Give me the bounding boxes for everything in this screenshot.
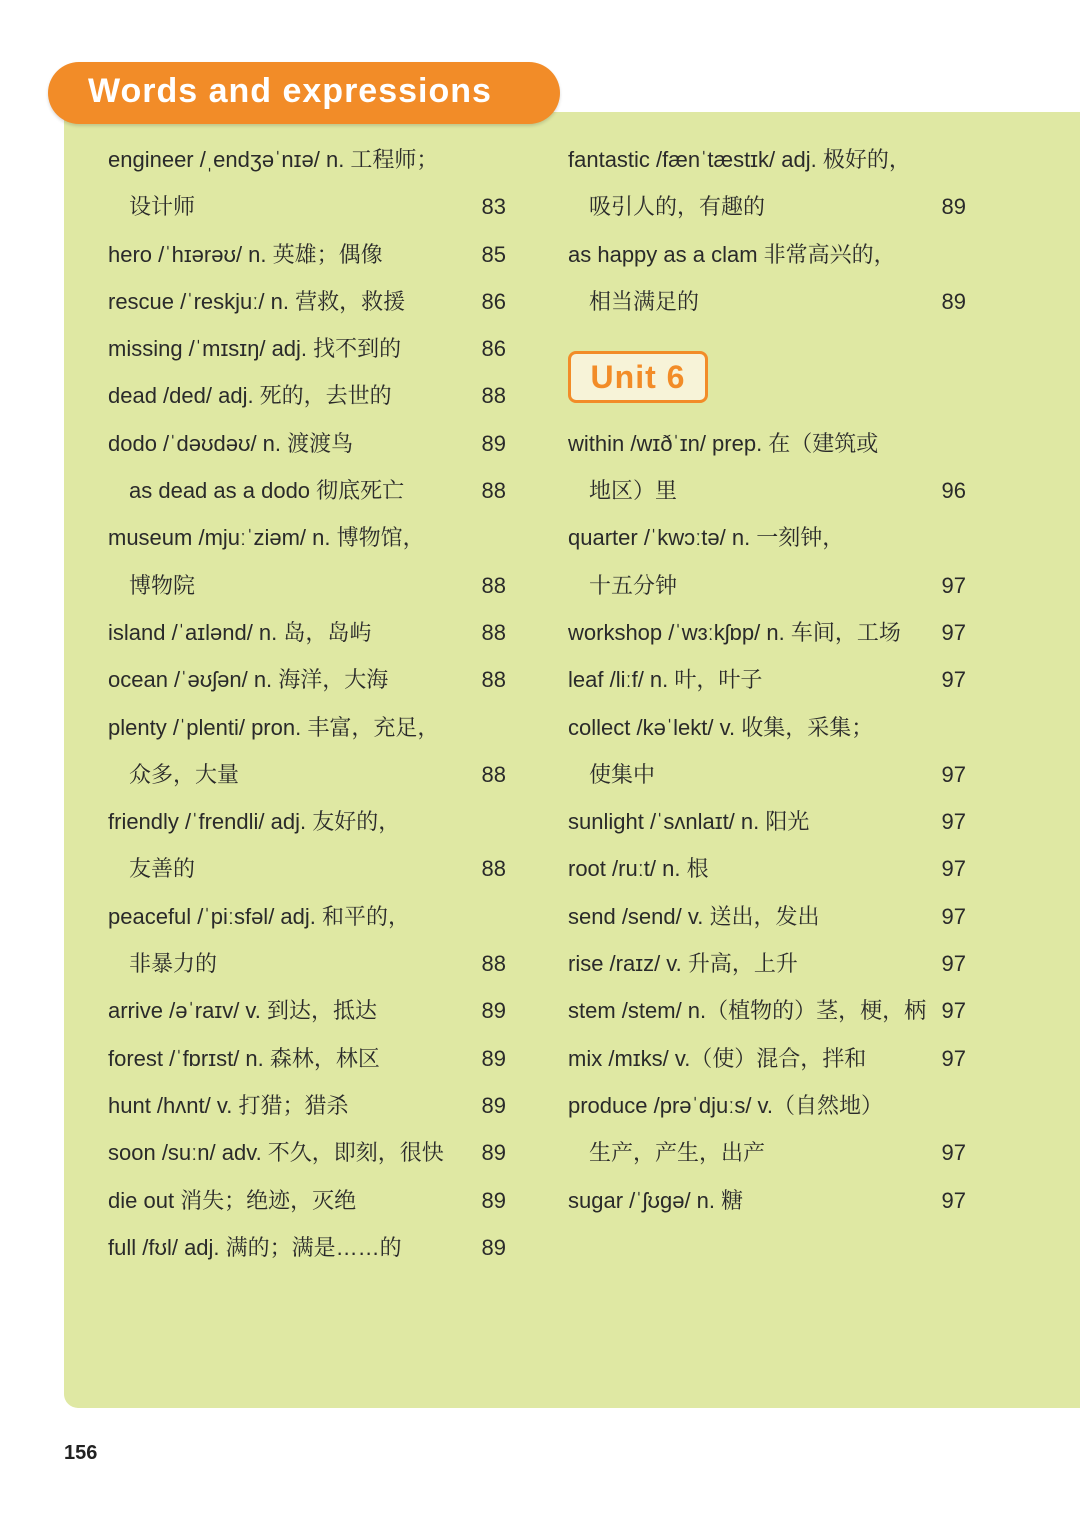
vocab-entry — [568, 465, 968, 512]
entry-text: send /send/ v. 送出，发出 — [568, 903, 820, 929]
vocab-entry — [568, 796, 968, 843]
entry-page-number: 89 — [481, 430, 506, 456]
vocab-entry — [108, 512, 508, 559]
entry-text: rise /raɪz/ v. 升高，上升 — [568, 951, 798, 977]
entry-page-number: 89 — [941, 288, 966, 314]
entry-text: 地区）里 — [589, 478, 678, 504]
vocab-entry — [108, 465, 508, 512]
vocab-entry — [568, 418, 968, 465]
vocab-entry — [568, 560, 968, 607]
vocab-entry — [568, 891, 968, 938]
entry-page-number: 97 — [941, 1187, 966, 1213]
vocab-entry — [108, 985, 508, 1032]
entry-text: full /fʊl/ adj. 满的；满是……的 — [108, 1234, 402, 1260]
vocab-entry — [108, 560, 508, 607]
entry-page-number: 97 — [941, 951, 966, 977]
vocab-entry — [108, 1127, 508, 1174]
entry-text: 友善的 — [129, 856, 196, 882]
entry-text: collect /kəˈlekt/ v. 收集，采集； — [568, 714, 874, 740]
entry-page-number: 85 — [481, 241, 506, 267]
vocab-entry — [568, 702, 968, 749]
vocab-entry — [568, 654, 968, 701]
entry-text: arrive /əˈraɪv/ v. 到达，抵达 — [108, 998, 378, 1024]
vocab-entry — [568, 1080, 968, 1127]
entry-page-number: 86 — [481, 288, 506, 314]
entry-text: mix /mɪks/ v.（使）混合，拌和 — [568, 1045, 867, 1071]
entry-text: soon /suːn/ adv. 不久，即刻，很快 — [108, 1140, 444, 1166]
entry-text: as happy as a clam 非常高兴的， — [568, 241, 896, 267]
entry-text: fantastic /fænˈtæstɪk/ adj. 极好的， — [568, 147, 911, 172]
entry-page-number: 97 — [941, 761, 966, 787]
entry-page-number: 97 — [941, 1140, 966, 1166]
vocab-entry — [108, 843, 508, 890]
entry-text: dodo /ˈdəʊdəʊ/ n. 渡渡鸟 — [108, 430, 354, 456]
right-column — [568, 134, 968, 1222]
entry-text: ocean /ˈəʊʃən/ n. 海洋，大海 — [108, 667, 389, 693]
entry-text: friendly /ˈfrendli/ adj. 友好的， — [108, 809, 401, 835]
entry-page-number: 88 — [481, 572, 506, 598]
vocab-entry — [108, 607, 508, 654]
vocab-entry — [568, 229, 968, 276]
entry-page-number: 89 — [481, 1092, 506, 1118]
section-title: Words and expressions — [88, 72, 492, 110]
vocab-entry — [108, 1080, 508, 1127]
entry-text: sugar /ˈʃʊgə/ n. 糖 — [568, 1187, 744, 1213]
entry-page-number: 86 — [481, 336, 506, 362]
entry-text: as dead as a dodo 彻底死亡 — [129, 478, 405, 504]
entry-text: rescue /ˈreskjuː/ n. 营救，救援 — [108, 288, 406, 314]
entry-text: 设计师 — [129, 194, 196, 220]
entry-text: sunlight /ˈsʌnlaɪt/ n. 阳光 — [568, 809, 810, 835]
entry-page-number: 83 — [481, 194, 506, 220]
entry-page-number: 88 — [481, 761, 506, 787]
entry-text: 非暴力的 — [129, 951, 218, 977]
vocab-entry — [568, 985, 968, 1032]
vocab-entry — [108, 229, 508, 276]
vocab-entry — [108, 796, 508, 843]
entry-text: 相当满足的 — [589, 288, 700, 314]
vocab-entry — [108, 323, 508, 370]
entry-page-number: 88 — [481, 951, 506, 977]
vocab-entry — [568, 938, 968, 985]
vocab-entry — [568, 512, 968, 559]
vocab-entry — [108, 749, 508, 796]
entry-text: die out 消失；绝迹，灭绝 — [108, 1187, 357, 1213]
entry-text: hunt /hʌnt/ v. 打猎；猎杀 — [108, 1092, 349, 1118]
unit-label: Unit 6 — [568, 351, 708, 403]
entry-page-number: 89 — [481, 1140, 506, 1166]
vocab-entry — [568, 1127, 968, 1174]
left-column — [108, 134, 508, 1269]
entry-page-number: 89 — [481, 1187, 506, 1213]
entry-text: 众多，大量 — [129, 761, 240, 787]
entry-text: stem /stem/ n.（植物的）茎，梗，柄 — [568, 998, 927, 1024]
entry-page-number: 97 — [941, 667, 966, 693]
entry-page-number: 89 — [481, 998, 506, 1024]
vocab-entry — [108, 938, 508, 985]
vocab-entry — [568, 1033, 968, 1080]
entry-page-number: 97 — [941, 572, 966, 598]
vocab-entry — [108, 702, 508, 749]
entry-text: forest /ˈfɒrɪst/ n. 森林，林区 — [108, 1045, 380, 1071]
entry-text: hero /ˈhɪərəʊ/ n. 英雄；偶像 — [108, 241, 383, 267]
entry-text: workshop /ˈwɜːkʃɒp/ n. 车间，工场 — [568, 619, 901, 645]
vocab-entry — [568, 607, 968, 654]
entry-page-number: 97 — [941, 809, 966, 835]
entry-page-number: 97 — [941, 619, 966, 645]
entry-page-number: 88 — [481, 619, 506, 645]
entry-page-number: 97 — [941, 1045, 966, 1071]
entry-page-number: 88 — [481, 667, 506, 693]
entry-text: 使集中 — [589, 761, 656, 787]
unit-heading — [568, 323, 968, 418]
vocab-entry — [108, 891, 508, 938]
entry-page-number: 89 — [481, 1234, 506, 1260]
vocab-entry — [568, 749, 968, 796]
entry-text: 吸引人的，有趣的 — [589, 194, 766, 220]
entry-text: plenty /ˈplenti/ pron. 丰富，充足， — [108, 714, 440, 740]
vocab-entry — [568, 276, 968, 323]
entry-text: peaceful /ˈpiːsfəl/ adj. 和平的， — [108, 903, 411, 929]
vocab-entry — [108, 181, 508, 228]
vocab-entry — [568, 1175, 968, 1222]
vocab-entry — [108, 654, 508, 701]
entry-text: island /ˈaɪlənd/ n. 岛，岛屿 — [108, 619, 372, 645]
vocab-entry — [568, 134, 968, 181]
entry-page-number: 88 — [481, 478, 506, 504]
entry-text: 十五分钟 — [589, 572, 678, 598]
entry-page-number: 88 — [481, 383, 506, 409]
entry-page-number: 88 — [481, 856, 506, 882]
entry-text: museum /mjuːˈziəm/ n. 博物馆， — [108, 525, 425, 551]
entry-page-number: 96 — [941, 478, 966, 504]
vocab-entry — [108, 1175, 508, 1222]
vocab-entry — [108, 1033, 508, 1080]
entry-text: dead /ded/ adj. 死的，去世的 — [108, 383, 392, 409]
vocab-entry — [108, 418, 508, 465]
entry-text: 生产，产生，出产 — [589, 1140, 766, 1166]
vocab-entry — [108, 134, 508, 181]
entry-page-number: 97 — [941, 856, 966, 882]
entry-text: produce /prəˈdjuːs/ v.（自然地） — [568, 1092, 884, 1118]
entry-text: leaf /liːf/ n. 叶，叶子 — [568, 667, 763, 693]
entry-text: engineer /ˌendʒəˈnɪə/ n. 工程师； — [108, 147, 439, 172]
entry-page-number: 89 — [941, 194, 966, 220]
entry-text: 博物院 — [129, 572, 196, 598]
vocab-entry — [108, 276, 508, 323]
entry-text: missing /ˈmɪsɪŋ/ adj. 找不到的 — [108, 336, 402, 362]
entry-page-number: 97 — [941, 998, 966, 1024]
entry-text: quarter /ˈkwɔːtə/ n. 一刻钟， — [568, 525, 845, 551]
vocab-entry — [108, 370, 508, 417]
vocab-entry — [568, 181, 968, 228]
page-number: 156 — [64, 1442, 98, 1464]
entry-text: within /wɪðˈɪn/ prep. 在（建筑或 — [568, 430, 879, 456]
entry-text: root /ruːt/ n. 根 — [568, 856, 709, 882]
vocab-entry — [108, 1222, 508, 1269]
section-banner — [48, 62, 560, 124]
vocab-entry — [568, 843, 968, 890]
entry-page-number: 89 — [481, 1045, 506, 1071]
entry-page-number: 97 — [941, 903, 966, 929]
